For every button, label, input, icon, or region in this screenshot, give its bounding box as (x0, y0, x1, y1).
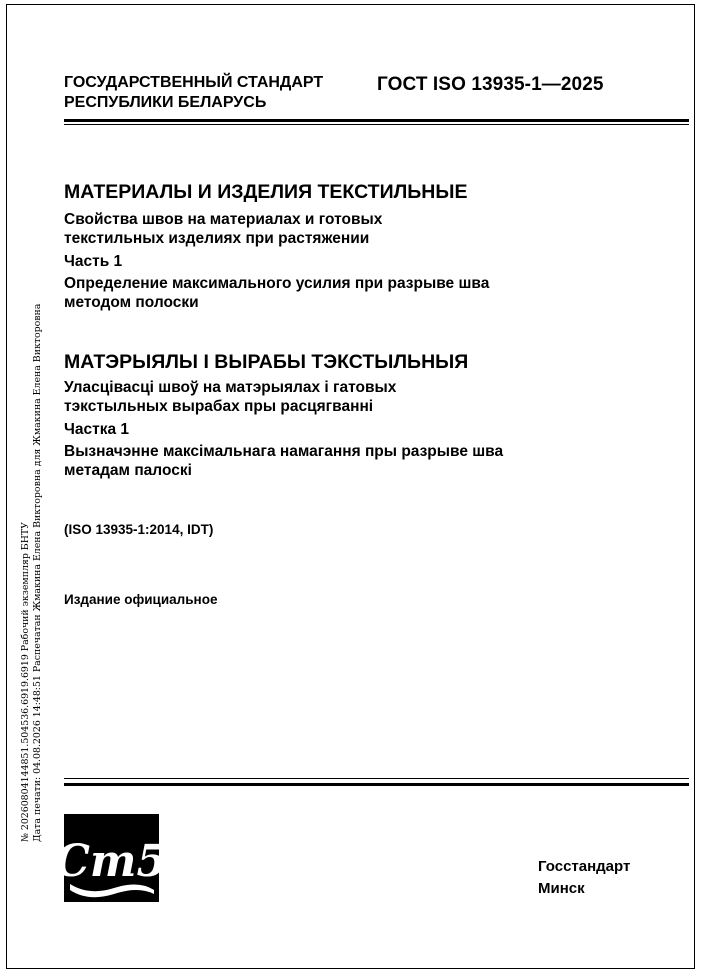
print-stamp-line-1: № 20260804144851.504536.6919.6919 Рабочий экземпляр БНТУ (20, 522, 31, 842)
gosstandart-logo (54, 814, 168, 902)
issuing-authority (64, 73, 323, 113)
russian-part-number: Часть 1 (64, 253, 123, 270)
russian-subtitle (64, 210, 584, 248)
publisher-name: Госстандарт (538, 858, 631, 875)
footer-rule-thick (64, 783, 689, 786)
publisher-city: Минск (538, 880, 585, 897)
belarusian-part-title-line-1: Вызначэнне максімальнага намагання пры разрыве шва (64, 443, 504, 460)
russian-subtitle-line-2: текстильных изделиях при растяжении (64, 230, 370, 247)
russian-part-title-line-1: Определение максимального усилия при разрыве шва (64, 275, 490, 292)
russian-subtitle-line-1: Свойства швов на материалах и готовых (64, 211, 383, 228)
belarusian-subtitle-line-1: Уласцівасці швоў на матэрыялах і гатовых (64, 379, 397, 396)
belarusian-subtitle (64, 378, 584, 416)
russian-title: МАТЕРИАЛЫ И ИЗДЕЛИЯ ТЕКСТИЛЬНЫЕ (64, 181, 468, 203)
print-stamp-line-2: Дата печати: 04.08.2026 14:48:51 Распечатан Жмакина Елена Викторовна для Жмакина Елена Викторовна (32, 303, 43, 842)
standard-designation: ГОСТ ISO 13935-1—2025 (377, 74, 604, 95)
russian-part-title-line-2: методом полоски (64, 294, 199, 311)
belarusian-subtitle-line-2: тэкстыльных вырабах пры расцягванні (64, 398, 374, 415)
footer-rule-thin (64, 778, 689, 779)
header-rule-thick (64, 119, 689, 122)
issuing-authority-line-1: ГОСУДАРСТВЕННЫЙ СТАНДАРТ (64, 74, 324, 91)
edition-note: Издание официальное (64, 592, 218, 607)
belarusian-title: МАТЭРЫЯЛЫ І ВЫРАБЫ ТЭКСТЫЛЬНЫЯ (64, 351, 469, 373)
issuing-authority-line-2: РЕСПУБЛИКИ БЕЛАРУСЬ (64, 94, 267, 111)
iso-reference: (ISO 13935-1:2014, IDT) (64, 522, 214, 537)
belarusian-part-title-line-2: метадам палоскі (64, 462, 192, 479)
belarusian-part-number: Частка 1 (64, 421, 130, 438)
print-stamp (20, 202, 60, 842)
belarusian-part-title (64, 442, 584, 480)
header-rule-thin (64, 124, 689, 125)
russian-part-title (64, 274, 584, 312)
svg-text:Ст5: Ст5 (54, 836, 168, 887)
